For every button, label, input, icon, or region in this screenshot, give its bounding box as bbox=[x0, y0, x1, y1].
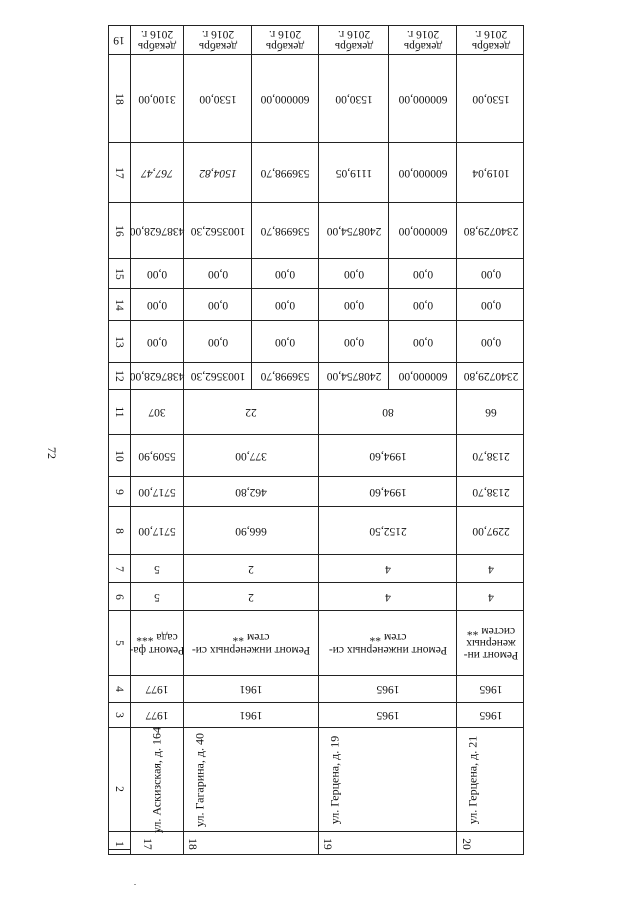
row-18-date-b: 2016 г. декабрь bbox=[251, 25, 318, 54]
row-19-work-type: стем ** Ремонт инженерных си- bbox=[318, 610, 456, 675]
column-number: 4 bbox=[108, 675, 130, 702]
column-number: 15 bbox=[108, 258, 130, 288]
row-18-col15-a: 0,00 bbox=[183, 258, 251, 288]
row-20-col17: 1019,04 bbox=[456, 142, 524, 202]
row-17-col15: 0,00 bbox=[130, 258, 183, 288]
row-19-address: ул. Герцена, д. 19 bbox=[318, 727, 456, 831]
row-18-col7: 2 bbox=[183, 554, 318, 582]
row-17-date: 2016 г. декабрь bbox=[130, 25, 183, 54]
column-number: 14 bbox=[108, 288, 130, 320]
row-20-col8: 2297,00 bbox=[456, 506, 524, 554]
column-number: 2 bbox=[108, 727, 130, 849]
row-17-col9: 5717,00 bbox=[130, 476, 183, 506]
column-number: 12 bbox=[108, 362, 130, 389]
row-17-col4: 1977 bbox=[130, 675, 183, 702]
row-19-col13-a: 0,00 bbox=[318, 320, 388, 362]
row-18-address: ул. Гагарина, д. 40 bbox=[183, 727, 318, 831]
column-number: 17 bbox=[108, 142, 130, 202]
row-19-col17-a: 1119,05 bbox=[318, 142, 388, 202]
row-18-col9: 462,80 bbox=[183, 476, 318, 506]
row-20-col18: 1530,00 bbox=[456, 54, 524, 142]
row-18-col4: 1961 bbox=[183, 675, 318, 702]
column-number: 11 bbox=[108, 389, 130, 434]
row-20-date: 2016 г. декабрь bbox=[456, 25, 524, 54]
row-17-col7: 5 bbox=[130, 554, 183, 582]
row-20-col11: 66 bbox=[456, 389, 524, 434]
row-18-col14-a: 0,00 bbox=[183, 288, 251, 320]
row-19-col8: 2152,50 bbox=[318, 506, 456, 554]
row-18-col17-b: 536998,70 bbox=[251, 142, 318, 202]
row-20-number: 20 bbox=[456, 831, 524, 855]
row-20-col4: 1965 bbox=[456, 675, 524, 702]
row-17-col16: 4387628,00 bbox=[130, 202, 183, 258]
row-20-work-type: систем ** женерных Ремонт ин- bbox=[456, 610, 524, 675]
row-18-col10: 377,00 bbox=[183, 434, 318, 476]
row-18-col15-b: 0,00 bbox=[251, 258, 318, 288]
row-17-col3: 1977 bbox=[130, 702, 183, 727]
column-number: 1 bbox=[108, 831, 130, 855]
column-number: 5 bbox=[108, 610, 130, 675]
row-19-col16-a: 2408754,00 bbox=[318, 202, 388, 258]
row-18-col18-a: 1530,00 bbox=[183, 54, 251, 142]
row-17-col11: 307 bbox=[130, 389, 183, 434]
row-20-col6: 4 bbox=[456, 582, 524, 610]
row-17-col14: 0,00 bbox=[130, 288, 183, 320]
row-18-date-a: 2016 г. декабрь bbox=[183, 25, 251, 54]
row-20-col3: 1965 bbox=[456, 702, 524, 727]
row-20-address: ул. Герцена, д. 21 bbox=[456, 727, 524, 831]
column-number: 13 bbox=[108, 320, 130, 362]
row-17-col10: 5509,90 bbox=[130, 434, 183, 476]
column-number: 8 bbox=[108, 506, 130, 554]
column-number: 16 bbox=[108, 202, 130, 258]
row-18-col13-a: 0,00 bbox=[183, 320, 251, 362]
row-19-col12-a: 2408754,00 bbox=[318, 362, 388, 389]
page-number: 72 bbox=[45, 447, 59, 459]
row-18-number: 18 bbox=[183, 831, 318, 855]
row-20-col15: 0,00 bbox=[456, 258, 524, 288]
row-20-col12: 2340729,80 bbox=[456, 362, 524, 389]
row-19-col6: 4 bbox=[318, 582, 456, 610]
row-19-col11: 80 bbox=[318, 389, 456, 434]
row-19-col14-a: 0,00 bbox=[318, 288, 388, 320]
row-17-col13: 0,00 bbox=[130, 320, 183, 362]
row-20-col10: 2138,70 bbox=[456, 434, 524, 476]
row-18-work-type: стем ** Ремонт инженерных си- bbox=[183, 610, 318, 675]
data-table bbox=[108, 25, 524, 855]
row-19-col15-b: 0,00 bbox=[388, 258, 456, 288]
row-18-col17-a: 1504,82 bbox=[183, 142, 251, 202]
row-18-col12-b: 536998,70 bbox=[251, 362, 318, 389]
row-17-number: 17 bbox=[130, 831, 183, 855]
row-19-col14-b: 0,00 bbox=[388, 288, 456, 320]
scan-speck bbox=[134, 884, 136, 885]
row-18-col16-a: 1003562,30 bbox=[183, 202, 251, 258]
row-19-col17-b: 600000,00 bbox=[388, 142, 456, 202]
row-18-col3: 1961 bbox=[183, 702, 318, 727]
row-17-col12: 4387628,00 bbox=[130, 362, 183, 389]
row-17-work-type: сада *** Ремонт фа- bbox=[130, 610, 183, 675]
row-17-col6: 5 bbox=[130, 582, 183, 610]
row-19-date-b: 2016 г. декабрь bbox=[388, 25, 456, 54]
row-19-col10: 1994,60 bbox=[318, 434, 456, 476]
row-18-col12-a: 1003562,30 bbox=[183, 362, 251, 389]
row-20-col13: 0,00 bbox=[456, 320, 524, 362]
column-number: 9 bbox=[108, 476, 130, 506]
row-19-col15-a: 0,00 bbox=[318, 258, 388, 288]
row-19-col9: 1994,60 bbox=[318, 476, 456, 506]
row-18-col14-b: 0,00 bbox=[251, 288, 318, 320]
column-number: 18 bbox=[108, 54, 130, 142]
row-18-col11: 22 bbox=[183, 389, 318, 434]
column-number: 19 bbox=[113, 33, 125, 46]
row-17-col8: 5717,00 bbox=[130, 506, 183, 554]
row-20-col9: 2138,70 bbox=[456, 476, 524, 506]
row-19-date-a: 2016 г. декабрь bbox=[318, 25, 388, 54]
row-18-col8: 666,90 bbox=[183, 506, 318, 554]
row-18-col6: 2 bbox=[183, 582, 318, 610]
row-20-col16: 2340729,80 bbox=[456, 202, 524, 258]
row-19-col13-b: 0,00 bbox=[388, 320, 456, 362]
row-19-col18-a: 1530,00 bbox=[318, 54, 388, 142]
row-19-col16-b: 600000,00 bbox=[388, 202, 456, 258]
row-20-col14: 0,00 bbox=[456, 288, 524, 320]
row-17-col18: 3100,00 bbox=[130, 54, 183, 142]
row-19-col3: 1965 bbox=[318, 702, 456, 727]
row-19-col7: 4 bbox=[318, 554, 456, 582]
row-19-col12-b: 600000,00 bbox=[388, 362, 456, 389]
column-number: 6 bbox=[108, 582, 130, 610]
row-19-col18-b: 600000,00 bbox=[388, 54, 456, 142]
row-17-address: ул. Аскизская, д. 164 bbox=[130, 727, 183, 831]
column-number: 7 bbox=[108, 554, 130, 582]
row-19-number: 19 bbox=[318, 831, 456, 855]
column-number: 3 bbox=[108, 702, 130, 727]
column-number: 10 bbox=[108, 434, 130, 476]
row-18-col18-b: 600000,00 bbox=[251, 54, 318, 142]
row-17-col17: 767,47 bbox=[130, 142, 183, 202]
row-19-col4: 1965 bbox=[318, 675, 456, 702]
row-20-col7: 4 bbox=[456, 554, 524, 582]
row-18-col13-b: 0,00 bbox=[251, 320, 318, 362]
row-18-col16-b: 536998,70 bbox=[251, 202, 318, 258]
